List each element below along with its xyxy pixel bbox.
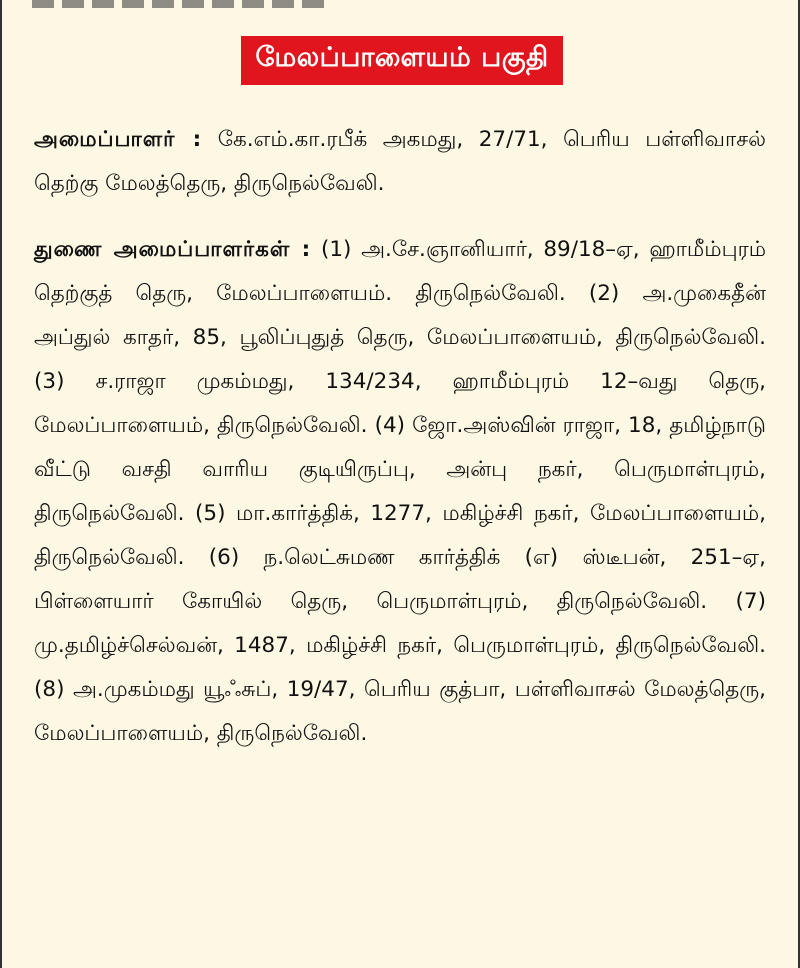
deputies-paragraph (34, 228, 766, 756)
deputy-item-2: (2) அ.முகைதீன் அப்துல் காதர், 85, பூலிப்புதுத் தெரு, மேலப்பாளையம், திருநெல்வேலி. (34, 281, 766, 350)
content-body (34, 118, 766, 756)
heading-container (2, 36, 800, 85)
deputy-item-6: (6) ந.லெட்சுமண கார்த்திக் (எ) ஸ்டீபன், 251–ஏ, பிள்ளையார் கோயில் தெரு, பெருமாள்புரம், திருநெல்வேலி. (34, 545, 766, 614)
organizer-text: கே.எம்.கா.ரபீக் அகமது, 27/71, பெரிய பள்ளிவாசல் தெற்கு மேலத்தெரு, திருநெல்வேலி. (34, 127, 766, 196)
deputy-item-4: (4) ஜோ.அஸ்வின் ராஜா, 18, தமிழ்நாடு வீட்டு வசதி வாரிய குடியிருப்பு, அன்பு நகர், பெருமாள்புரம், திருநெல்வேலி. (34, 413, 766, 526)
cut-off-text-line (32, 0, 332, 8)
deputy-item-3: (3) ச.ராஜா முகம்மது, 134/234, ஹாமீம்புரம் 12–வது தெரு, மேலப்பாளையம், திருநெல்வேலி. (34, 369, 766, 438)
deputy-item-1: (1) அ.சே.ஞானியார், 89/18–ஏ, ஹாமீம்புரம் தெற்குத் தெரு, மேலப்பாளையம். திருநெல்வேலி. (34, 237, 766, 306)
section-heading: மேலப்பாளையம் பகுதி (241, 36, 562, 85)
deputy-item-8: (8) அ.முகம்மது யூஃசுப், 19/47, பெரிய குத்பா, பள்ளிவாசல் மேலத்தெரு, மேலப்பாளையம், திருநெல்வேலி. (34, 677, 766, 746)
deputy-item-5: (5) மா.கார்த்திக், 1277, மகிழ்ச்சி நகர், மேலப்பாளையம், திருநெல்வேலி. (34, 501, 766, 570)
deputies-label: துணை அமைப்பாளர்கள் : (34, 237, 312, 262)
deputy-item-7: (7) மு.தமிழ்ச்செல்வன், 1487, மகிழ்ச்சி நகர், பெருமாள்புரம், திருநெல்வேலி. (34, 589, 766, 658)
organizer-label: அமைப்பாளர் : (34, 127, 203, 152)
organizer-paragraph (34, 118, 766, 206)
